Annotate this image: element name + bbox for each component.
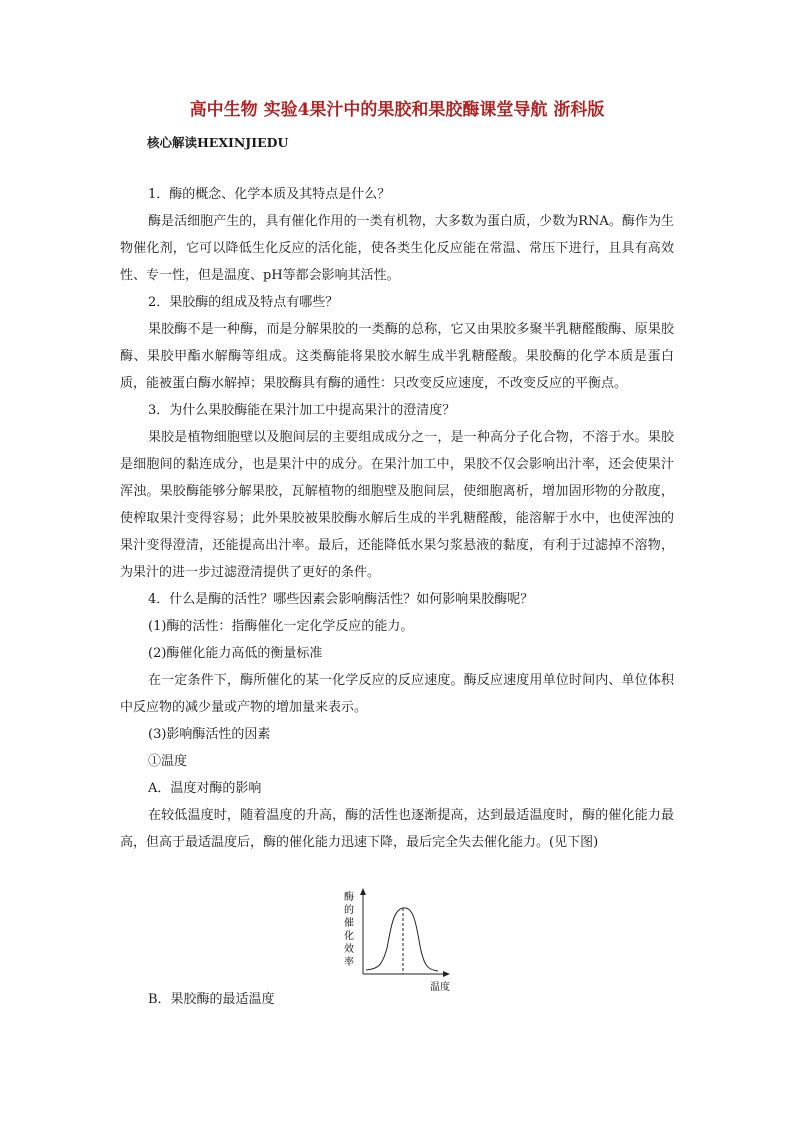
question-4: 4．什么是酶的活性？哪些因素会影响酶活性？如何影响果胶酶呢？ <box>148 592 534 607</box>
continuation <box>120 986 674 1013</box>
enzyme-temperature-figure <box>330 886 460 994</box>
question-2: 2．果胶酶的组成及特点有哪些？ <box>148 295 339 310</box>
answer-paragraph: 果胶是植物细胞壁以及胞间层的主要组成成分之一，是一种高分子化合物，不溶于水。果胶是细胞间的黏连成分，也是果汁中的成分。在果汁加工中，果胶不仅会影响出汁率，还会使果汁浑浊。果胶酶能够分解果胶，瓦解植物的细胞壁及胞间层，使细胞离析，增加固形物的分散度，使榨取果汁变得容易；此外果胶被果胶酶水解后生成的半乳糖醛酸，能溶解于水中，也使浑浊的果汁变得澄清，还能提高出汁率。最后，还能降低水果匀浆悬液的黏度，有利于过滤掉不溶物，为果汁的进一步过滤澄清提供了更好的条件。 <box>120 430 674 580</box>
answer-paragraph: 在一定条件下，酶所催化的某一化学反应的反应速度。酶反应速度用单位时间内、单位体积中反应物的减少量或产物的增加量来表示。 <box>120 673 674 715</box>
answer-paragraph: 在较低温度时，随着温度的升高，酶的活性也逐渐提高，达到最适温度时，酶的催化能力最高，但高于最适温度后，酶的催化能力迅速下降，最后完全失去催化能力。(见下图) <box>120 808 674 850</box>
y-axis-label-char: 的 <box>344 905 354 916</box>
list-item: ①温度 <box>148 754 188 769</box>
y-axis-label-char: 率 <box>344 957 354 968</box>
y-axis-label-char: 化 <box>344 931 354 942</box>
list-item: (3)影响酶活性的因素 <box>148 727 271 742</box>
document-body <box>120 181 674 856</box>
x-axis-label: 温度 <box>430 982 450 993</box>
y-axis-label-char: 催 <box>344 918 354 929</box>
activity-curve <box>366 908 438 971</box>
y-axis-label-char: 酶 <box>344 892 354 903</box>
figure-svg <box>330 886 460 994</box>
answer-paragraph: 酶是活细胞产生的，具有催化作用的一类有机物，大多数为蛋白质，少数为RNA。酶作为生物催化剂，它可以降低生化反应的活化能，使各类生化反应能在常温、常压下进行，且具有高效性、专一性，但是温度、pH等都会影响其活性。 <box>120 214 674 283</box>
list-item: (2)酶催化能力高低的衡量标准 <box>148 646 323 661</box>
question-3: 3．为什么果胶酶能在果汁加工中提高果汁的澄清度？ <box>148 403 456 418</box>
x-axis-arrow <box>443 971 450 977</box>
list-item: A．温度对酶的影响 <box>148 781 262 796</box>
question-1: 1．酶的概念、化学本质及其特点是什么？ <box>148 187 391 202</box>
list-item: (1)酶的活性：指酶催化一定化学反应的能力。 <box>148 619 414 634</box>
y-axis-label-char: 效 <box>344 944 354 955</box>
list-item: B．果胶酶的最适温度 <box>148 992 275 1007</box>
section-heading: 核心解读HEXINJIEDU <box>147 135 289 150</box>
page-title: 高中生物 实验4果汁中的果胶和果胶酶课堂导航 浙科版 <box>189 100 605 120</box>
answer-paragraph: 果胶酶不是一种酶，而是分解果胶的一类酶的总称，它又由果胶多聚半乳糖醛酸酶、原果胶酶、果胶甲酯水解酶等组成。这类酶能将果胶水解生成半乳糖醛酸。果胶酶的化学本质是蛋白质，能被蛋白酶水解掉；果胶酶具有酶的通性：只改变反应速度，不改变反应的平衡点。 <box>120 322 674 391</box>
y-axis-arrow <box>360 888 366 895</box>
